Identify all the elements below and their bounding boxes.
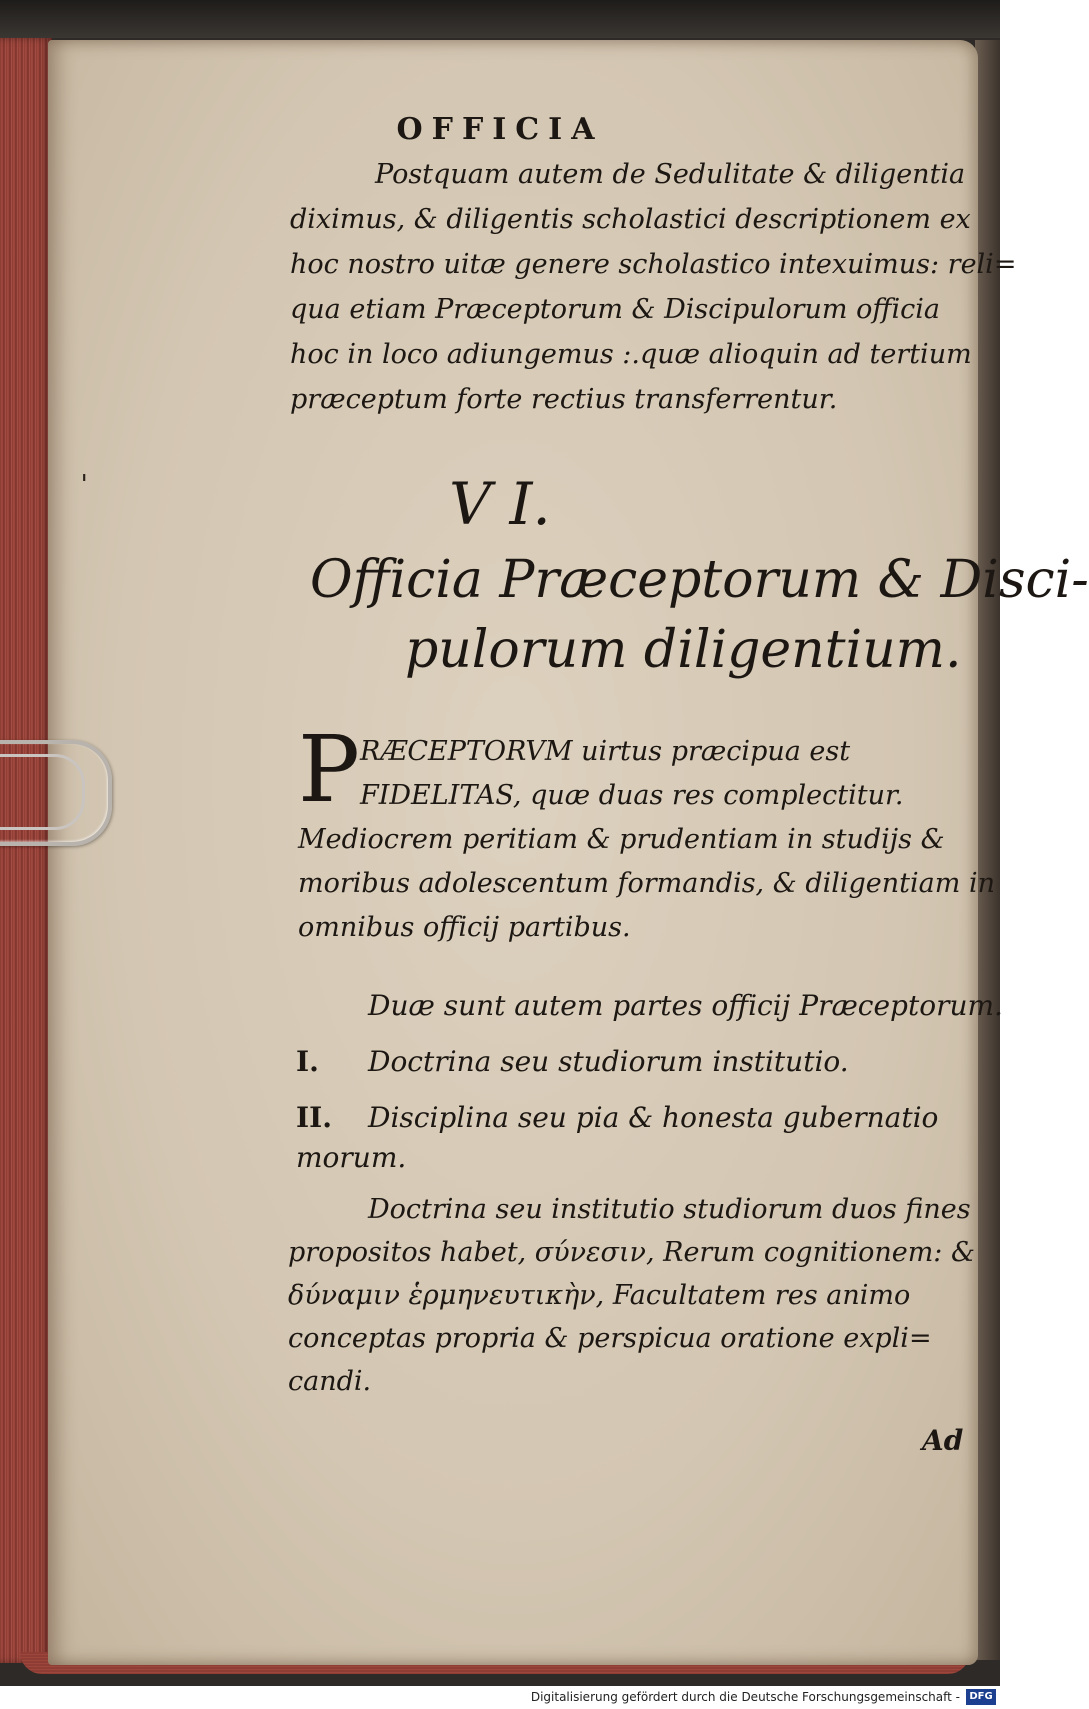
paragraph-doctrina bbox=[288, 1188, 975, 1403]
parts-list bbox=[296, 978, 1003, 1178]
paper-clip-inner-loop bbox=[0, 754, 85, 830]
text-line: Doctrina seu institutio studiorum duos fines bbox=[368, 1194, 971, 1225]
text-line: qua etiam Præceptorum & Discipulorum officia bbox=[290, 294, 940, 325]
text-line: hoc nostro uitæ genere scholastico intexuimus: reli= bbox=[290, 249, 1017, 280]
text-line: δύναμιν ἑρμηνευτικὴν, Facultatem res animo bbox=[288, 1280, 911, 1311]
text-line: Mediocrem peritiam & prudentiam in studijs & bbox=[298, 824, 945, 855]
catchword: Ad bbox=[922, 1424, 964, 1457]
text-line: diximus, & diligentis scholastici descriptionem ex bbox=[290, 204, 971, 235]
dfg-logo-icon: DFG bbox=[966, 1689, 996, 1705]
list-item bbox=[296, 1034, 1003, 1090]
text-line: præceptum forte rectius transferrentur. bbox=[290, 384, 838, 415]
list-item-number: II. bbox=[296, 1101, 332, 1134]
title-line: pulorum diligentium. bbox=[405, 620, 962, 680]
paragraph-main-rest bbox=[298, 818, 995, 950]
list-item-continuation: morum. bbox=[296, 1141, 407, 1174]
text-line: hoc in loco adiungemus :.quæ alioquin ad tertium bbox=[290, 339, 972, 370]
funding-credit: Digitalisierung gefördert durch die Deutsche Forschungsgemeinschaft - bbox=[530, 1690, 960, 1704]
text-line: omnibus officij partibus. bbox=[298, 912, 631, 943]
text-line: FIDELITAS, quæ duas res complectitur. bbox=[360, 780, 904, 811]
list-item-text: Disciplina seu pia & honesta gubernatio bbox=[368, 1101, 939, 1134]
list-intro: Duæ sunt autem partes officij Præceptorum. bbox=[368, 989, 1003, 1022]
section-number: V I. bbox=[449, 470, 551, 538]
paragraph-intro bbox=[290, 152, 1016, 422]
paragraph-main-opening bbox=[360, 730, 904, 818]
margin-mark: ˈ bbox=[80, 470, 89, 505]
book-page-edges bbox=[0, 38, 52, 1663]
text-line: moribus adolescentum formandis, & diligentiam in bbox=[298, 868, 995, 899]
text-line: conceptas propria & perspicua oratione expli= bbox=[288, 1323, 932, 1354]
title-line: Officia Præceptorum & Disci- bbox=[310, 550, 1089, 610]
list-item bbox=[296, 1090, 1003, 1178]
text-line: propositos habet, σύνεσιν, Rerum cognitionem: & bbox=[288, 1237, 976, 1268]
digitization-footer bbox=[0, 1686, 1000, 1709]
list-item-number: I. bbox=[296, 1045, 319, 1078]
text-line: candi. bbox=[288, 1366, 372, 1397]
text-line: Postquam autem de Sedulitate & diligentia bbox=[375, 159, 966, 190]
running-head: OFFICIA bbox=[396, 112, 604, 147]
scan-top-border bbox=[0, 0, 1000, 38]
drop-cap: P bbox=[298, 716, 360, 823]
list-item-text: Doctrina seu studiorum institutio. bbox=[368, 1045, 849, 1078]
text-line: RÆCEPTORVM uirtus præcipua est bbox=[360, 736, 851, 767]
section-title bbox=[310, 545, 1089, 685]
